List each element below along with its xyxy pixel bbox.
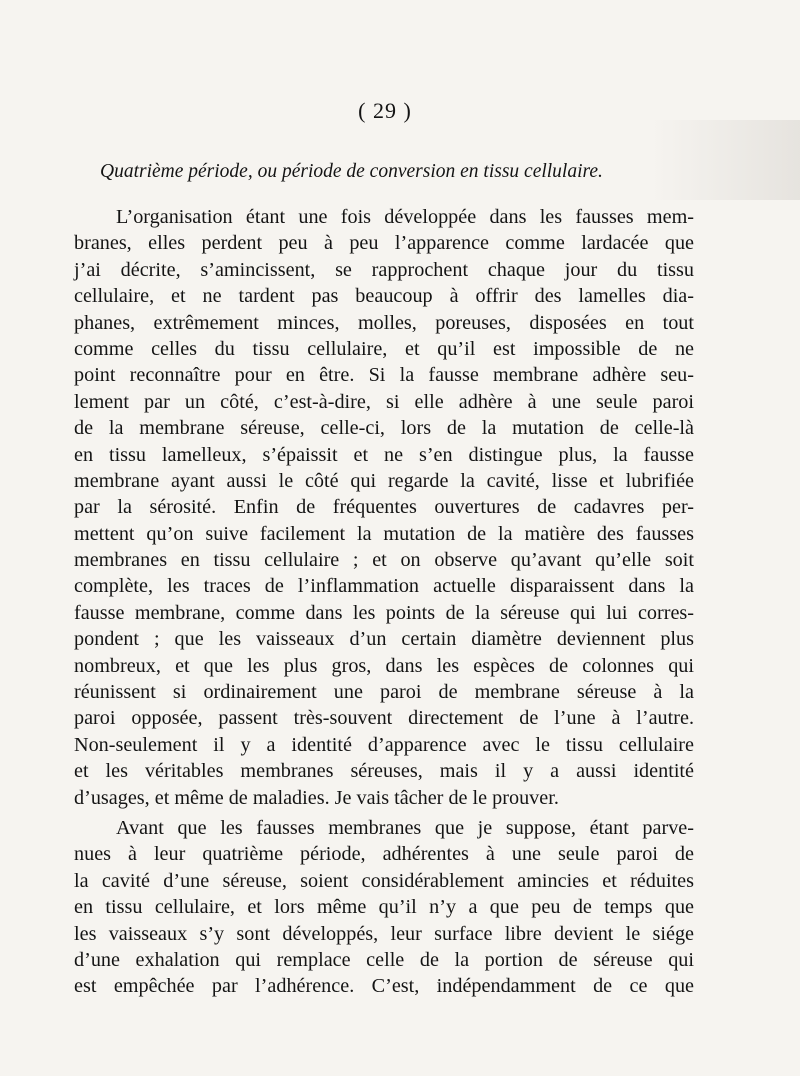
text-line: branes, elles perdent peu à peu l’apparence comme lardacée que — [74, 232, 694, 255]
text-line: fausse membrane, comme dans les points de la séreuse qui lui corres- — [74, 601, 694, 624]
text-line: d’usages, et même de maladies. Je vais tâcher de le prouver. — [74, 786, 559, 809]
text-line: nues à leur quatrième période, adhérentes à une seule paroi de — [74, 843, 694, 866]
text-line: la cavité d’une séreuse, soient considérablement amincies et réduites — [74, 869, 694, 892]
body-text — [74, 204, 694, 1000]
text-line: est empêchée par l’adhérence. C’est, indépendamment de ce que — [74, 975, 694, 998]
text-line: lement par un côté, c’est-à-dire, si elle adhère à une seule paroi — [74, 390, 694, 413]
text-line: comme celles du tissu cellulaire, et qu’il est impossible de ne — [74, 337, 694, 360]
text-line: en tissu lamelleux, s’épaissit et ne s’en distingue plus, la fausse — [74, 443, 694, 466]
text-line: d’une exhalation qui remplace celle de la portion de séreuse qui — [74, 948, 694, 971]
text-line: par la sérosité. Enfin de fréquentes ouvertures de cadavres per- — [74, 496, 694, 519]
text-line: Avant que les fausses membranes que je suppose, étant parve- — [116, 816, 694, 839]
text-line: cellulaire, et ne tardent pas beaucoup à offrir des lamelles dia- — [74, 285, 694, 308]
page-number: ( 29 ) — [358, 98, 412, 123]
text-line: membranes en tissu cellulaire ; et on observe qu’avant qu’elle soit — [74, 549, 694, 572]
text-line: nombreux, et que les plus gros, dans les espèces de colonnes qui — [74, 654, 694, 677]
text-line: les vaisseaux s’y sont développés, leur surface libre devient le siége — [74, 922, 694, 945]
text-line: de la membrane séreuse, celle-ci, lors de la mutation de celle-là — [74, 417, 694, 440]
text-line: paroi opposée, passent très-souvent directement de l’une à l’autre. — [74, 707, 694, 730]
text-line: en tissu cellulaire, et lors même qu’il n’y a que peu de temps que — [74, 896, 694, 919]
text-line: réunissent si ordinairement une paroi de membrane séreuse à la — [74, 681, 694, 704]
text-line: L’organisation étant une fois développée dans les fausses mem- — [116, 206, 694, 228]
text-line: et les véritables membranes séreuses, mais il y a aussi identité — [74, 760, 694, 783]
text-line: pondent ; que les vaisseaux d’un certain diamètre deviennent plus — [74, 628, 694, 651]
text-line: mettent qu’on suive facilement la mutation de la matière des fausses — [74, 522, 694, 545]
text-line: complète, les traces de l’inflammation actuelle disparaissent dans la — [74, 575, 694, 598]
text-line: j’ai décrite, s’amincissent, se rapprochent chaque jour du tissu — [74, 258, 694, 281]
paragraph-1 — [74, 204, 694, 811]
text-line: membrane ayant aussi le côté qui regarde la cavité, lisse et lubrifiée — [74, 469, 694, 492]
text-line: Non-seulement il y a identité d’apparence avec le tissu cellulaire — [74, 733, 694, 756]
text-line: point reconnaître pour en être. Si la fausse membrane adhère seu- — [74, 364, 694, 387]
section-heading: Quatrième période, ou période de conversion en tissu cellulaire. — [100, 161, 603, 182]
text-line: phanes, extrêmement minces, molles, poreuses, disposées en tout — [74, 311, 694, 334]
paragraph-2 — [74, 815, 694, 1000]
